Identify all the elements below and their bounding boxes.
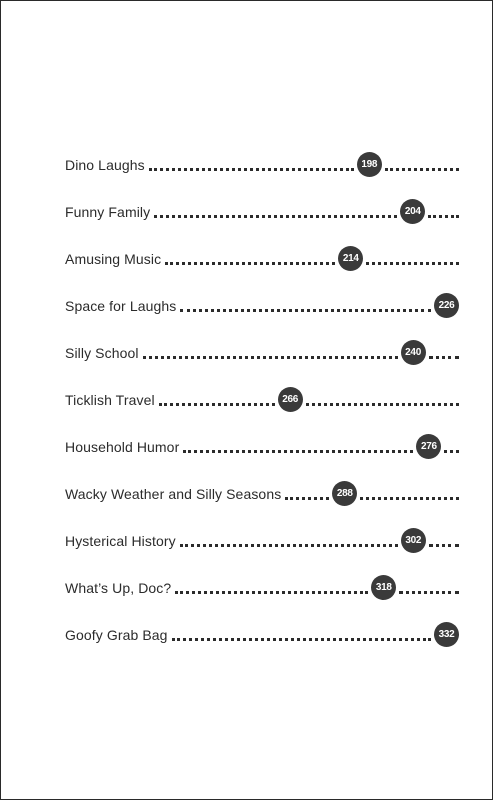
page-number-badge: 198 <box>357 152 382 177</box>
page-number-badge: 204 <box>400 199 425 224</box>
dot-leader <box>183 436 413 453</box>
toc-title: Hysterical History <box>65 532 176 549</box>
page-number-badge: 288 <box>332 481 357 506</box>
toc-title: Ticklish Travel <box>65 391 155 408</box>
dot-leader <box>306 389 459 406</box>
dot-leader <box>172 624 431 641</box>
dot-leader <box>399 577 459 594</box>
dot-leader <box>428 201 459 218</box>
toc-entry <box>65 235 459 282</box>
dot-leader <box>165 248 335 265</box>
page-number-badge: 332 <box>434 622 459 647</box>
dot-leader <box>154 201 397 218</box>
toc-title: Funny Family <box>65 203 151 220</box>
dot-leader <box>360 483 459 500</box>
dot-leader <box>159 389 275 406</box>
toc-title: Household Humor <box>65 438 180 455</box>
toc-title: Amusing Music <box>65 250 162 267</box>
dot-leader <box>143 342 398 359</box>
dot-leader <box>385 154 459 171</box>
toc-title: What’s Up, Doc? <box>65 579 172 596</box>
toc-entry <box>65 517 459 564</box>
toc-entry <box>65 611 459 658</box>
page-number-badge: 214 <box>338 246 363 271</box>
toc-title: Space for Laughs <box>65 297 177 314</box>
dot-leader <box>149 154 354 171</box>
toc-entry <box>65 564 459 611</box>
dot-leader <box>285 483 329 500</box>
toc-title: Silly School <box>65 344 139 361</box>
dot-leader <box>429 342 459 359</box>
dot-leader <box>180 295 431 312</box>
table-of-contents <box>65 141 459 658</box>
dot-leader <box>366 248 459 265</box>
page-number-badge: 318 <box>371 575 396 600</box>
toc-entry <box>65 329 459 376</box>
toc-entry <box>65 470 459 517</box>
page-number-badge: 302 <box>401 528 426 553</box>
toc-entry <box>65 282 459 329</box>
page-number-badge: 266 <box>278 387 303 412</box>
dot-leader <box>429 530 459 547</box>
dot-leader <box>444 436 459 453</box>
dot-leader <box>175 577 368 594</box>
toc-title: Goofy Grab Bag <box>65 626 168 643</box>
toc-entry <box>65 188 459 235</box>
toc-entry <box>65 376 459 423</box>
page-number-badge: 226 <box>434 293 459 318</box>
toc-entry <box>65 141 459 188</box>
toc-entry <box>65 423 459 470</box>
page-number-badge: 240 <box>401 340 426 365</box>
dot-leader <box>180 530 398 547</box>
toc-title: Wacky Weather and Silly Seasons <box>65 485 282 502</box>
toc-title: Dino Laughs <box>65 156 145 173</box>
page-number-badge: 276 <box>416 434 441 459</box>
